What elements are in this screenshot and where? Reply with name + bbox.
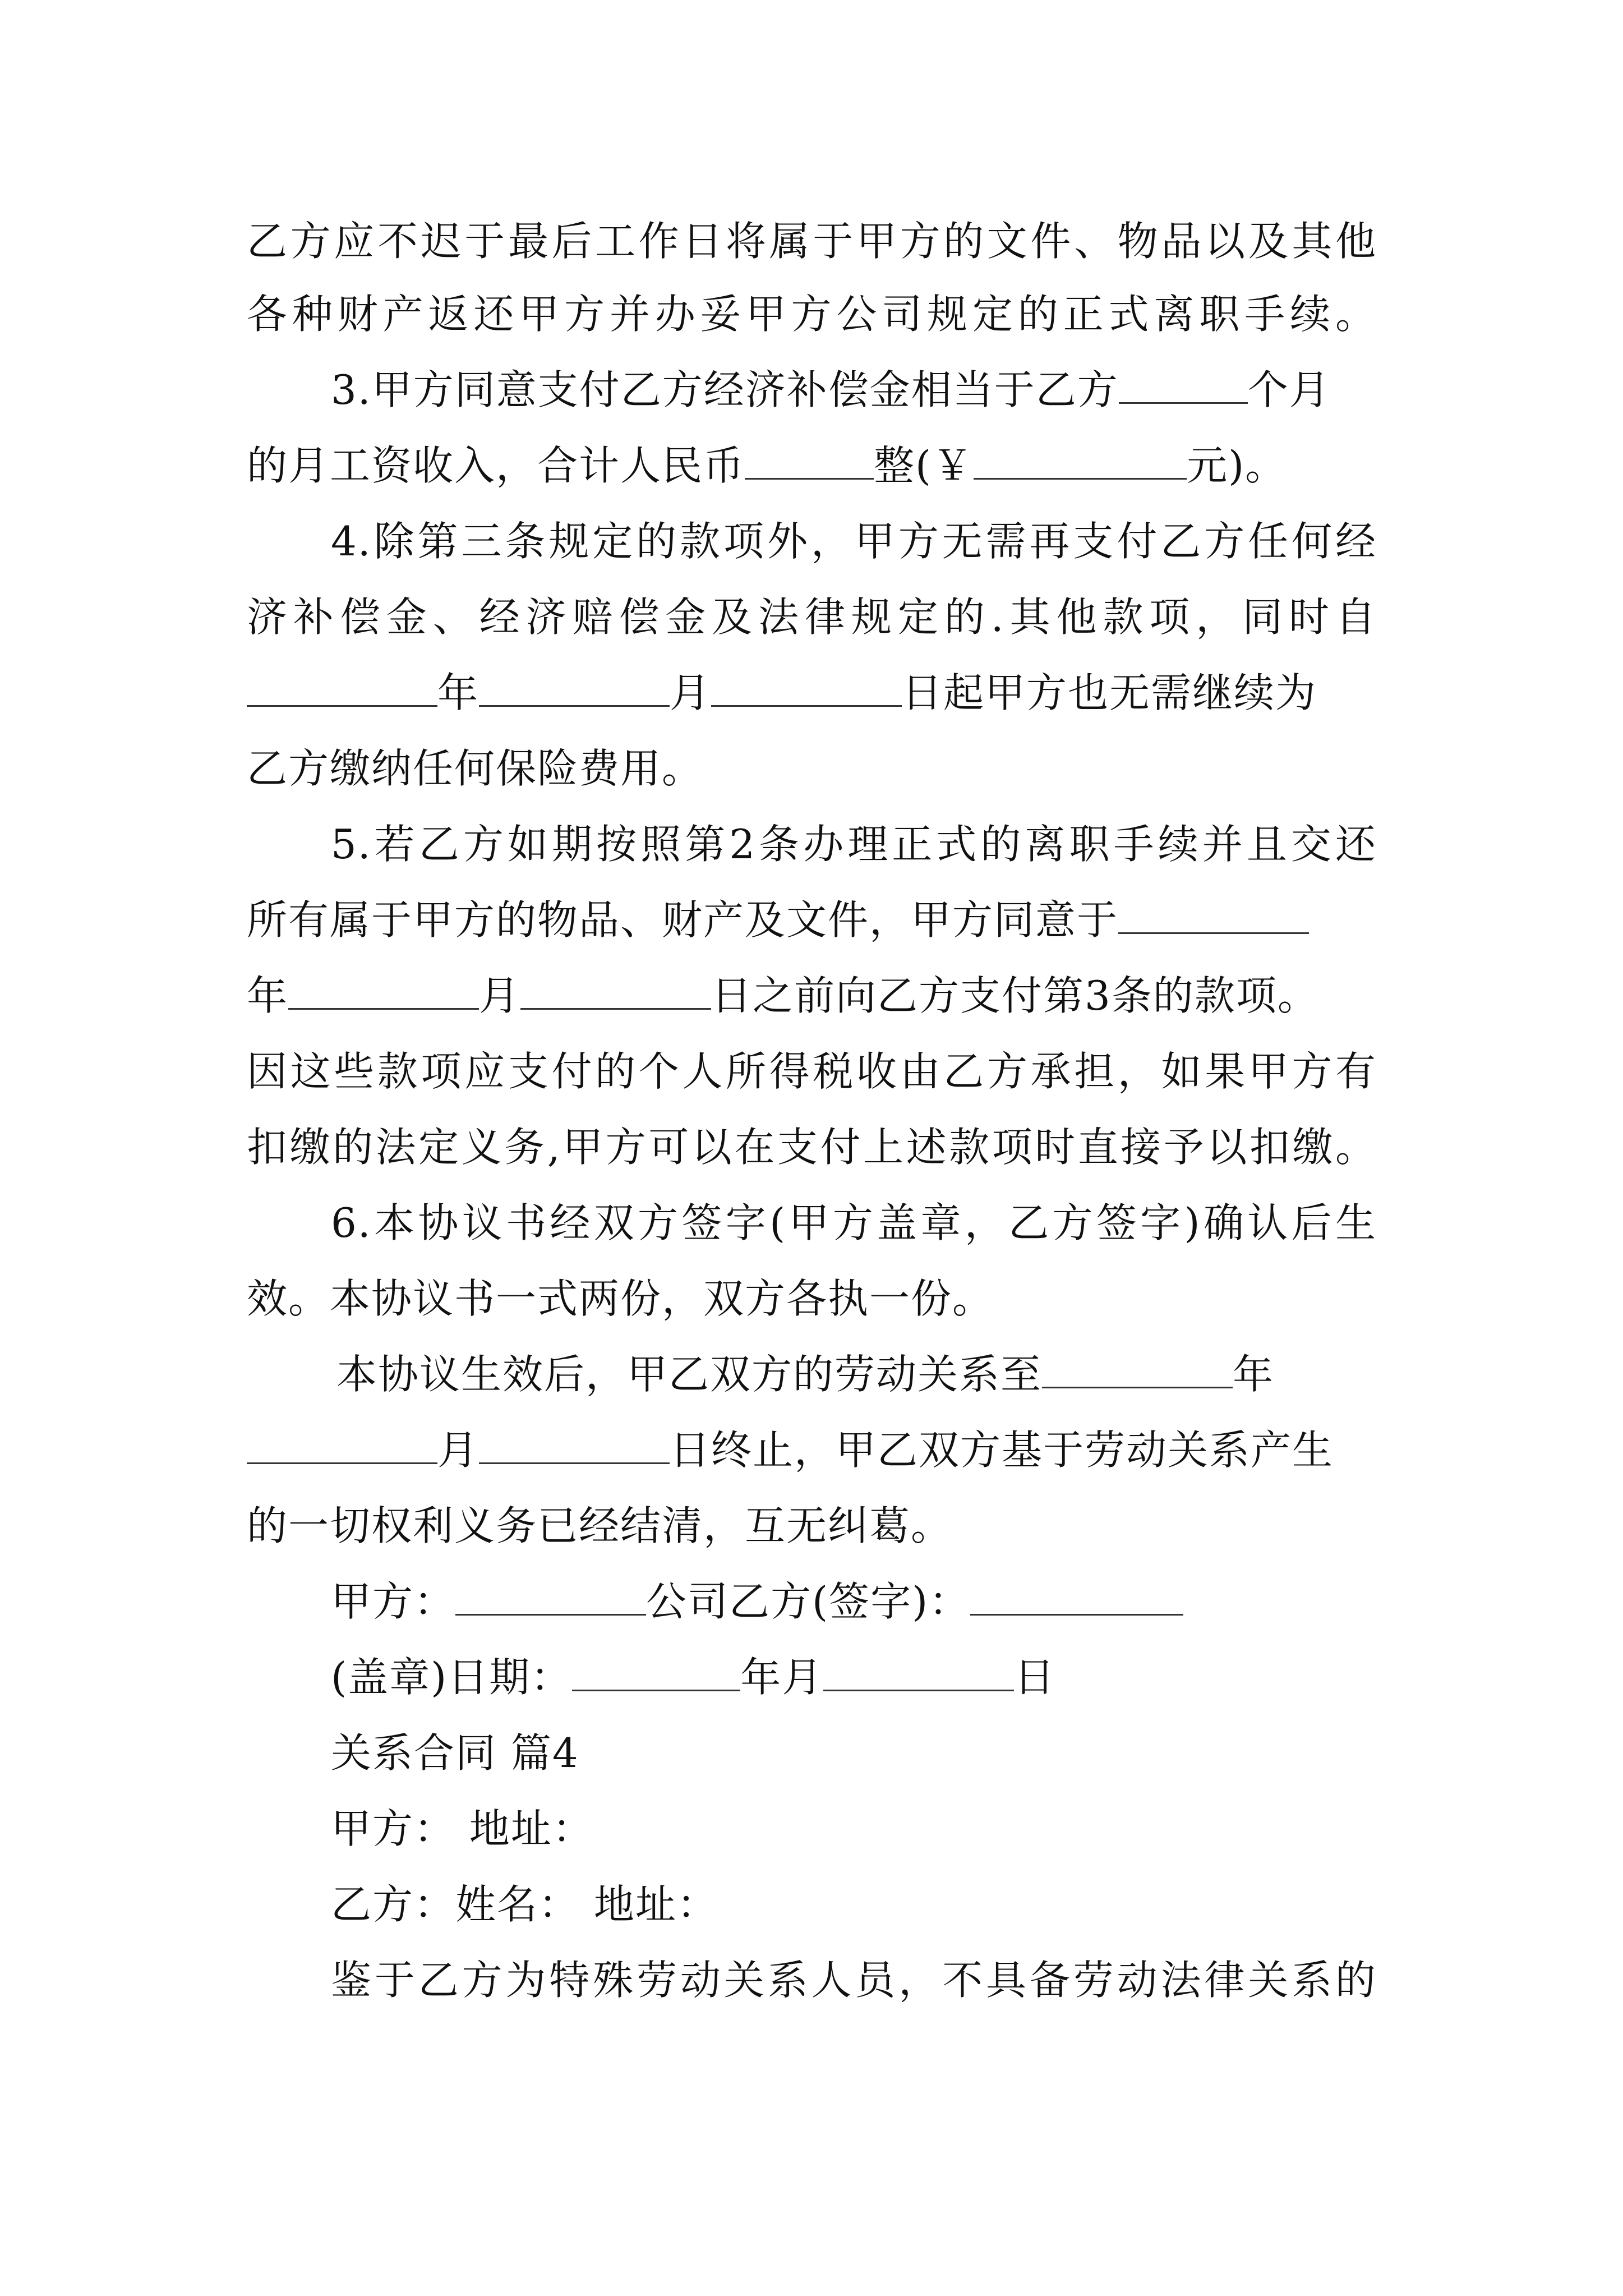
clause-5-line-1: 5.若乙方如期按照第2条办理正式的离职手续并且交还 [331,821,1377,868]
clause-text: 本协议生效后，甲乙双方的劳动关系至 [336,1351,1043,1398]
blank-field [288,969,479,1010]
blank-field [970,1575,1183,1616]
signature-line-2 [331,1649,1055,1705]
clause-text: 月 [479,972,521,1019]
blank-field [711,666,902,707]
blank-field [455,1575,646,1616]
clause-text: 年 [1233,1351,1275,1398]
paragraph-line: 乙方应不迟于最后工作日将属于甲方的文件、物品以及其他 [247,218,1377,265]
blank-field [823,1650,1014,1691]
signature-label: 日 [1014,1654,1056,1701]
clause-5-line-2 [247,892,1309,948]
blank-field [479,1423,670,1464]
clause-text: 所有属于甲方的物品、财产及文件，甲方同意于 [247,896,1119,944]
effect-line-2 [247,1422,1334,1478]
party-b-line: 乙方：姓名： 地址： [331,1881,718,1928]
blank-field [572,1650,740,1691]
blank-field [745,439,874,480]
clause-text: 月 [437,1427,479,1474]
blank-field [1118,893,1309,934]
clause-6-line-1: 6.本协议书经双方签字(甲方盖章，乙方签字)确认后生 [331,1199,1377,1246]
clause-text: 3.甲方同意支付乙方经济补偿金相当于乙方 [331,366,1119,413]
signature-label: 甲方： [331,1578,456,1625]
blank-field [479,666,670,707]
clause-text: 年 [247,972,289,1019]
clause-text: 日终止，甲乙双方基于劳动关系产生 [670,1427,1334,1474]
clause-4-line-3 [247,665,1317,721]
clause-text: 元)。 [1187,442,1287,489]
clause-text: 的月工资收入，合计人民币 [247,442,745,489]
clause-text: 日之前向乙方支付第3条的款项。 [711,972,1319,1019]
clause-6-line-2: 效。本协议书一式两份，双方各执一份。 [247,1275,994,1322]
clause-3-line-1 [331,362,1331,418]
blank-field [974,439,1187,480]
signature-label: 公司乙方(签字)： [646,1578,971,1625]
blank-field [247,666,437,707]
clause-text: 年 [437,669,479,716]
clause-4-line-2: 济补偿金、经济赔偿金及法律规定的.其他款项，同时自 [247,593,1377,641]
clause-text: 月 [670,669,712,716]
blank-field [1119,363,1248,404]
signature-label: 年月 [740,1654,824,1701]
clause-4-line-1: 4.除第三条规定的款项外，甲方无需再支付乙方任何经 [331,518,1377,565]
clause-text: 整(￥ [874,442,974,489]
clause-5-line-5: 扣缴的法定义务,甲方可以在支付上述款项时直接予以扣缴。 [247,1124,1377,1171]
signature-label: (盖章)日期： [331,1654,573,1701]
paragraph-line: 鉴于乙方为特殊劳动关系人员，不具备劳动法律关系的 [331,1957,1377,2004]
clause-5-line-3 [247,968,1319,1024]
section-heading: 关系合同 篇4 [331,1729,579,1777]
blank-field [247,1423,437,1464]
signature-line-1 [331,1573,1183,1630]
paragraph-line: 各种财产返还甲方并办妥甲方公司规定的正式离职手续。 [247,291,1377,338]
clause-3-line-2 [247,438,1287,494]
clause-4-line-4: 乙方缴纳任何保险费用。 [247,745,704,792]
blank-field [520,969,711,1010]
clause-text: 个月 [1247,366,1331,413]
effect-line-3: 的一切权利义务已经结清，互无纠葛。 [247,1502,953,1549]
blank-field [1042,1347,1233,1388]
clause-5-line-4: 因这些款项应支付的个人所得税收由乙方承担，如果甲方有 [247,1048,1377,1095]
party-a-line: 甲方： 地址： [331,1805,594,1852]
clause-text: 日起甲方也无需继续为 [902,669,1317,716]
effect-line-1 [336,1346,1274,1402]
